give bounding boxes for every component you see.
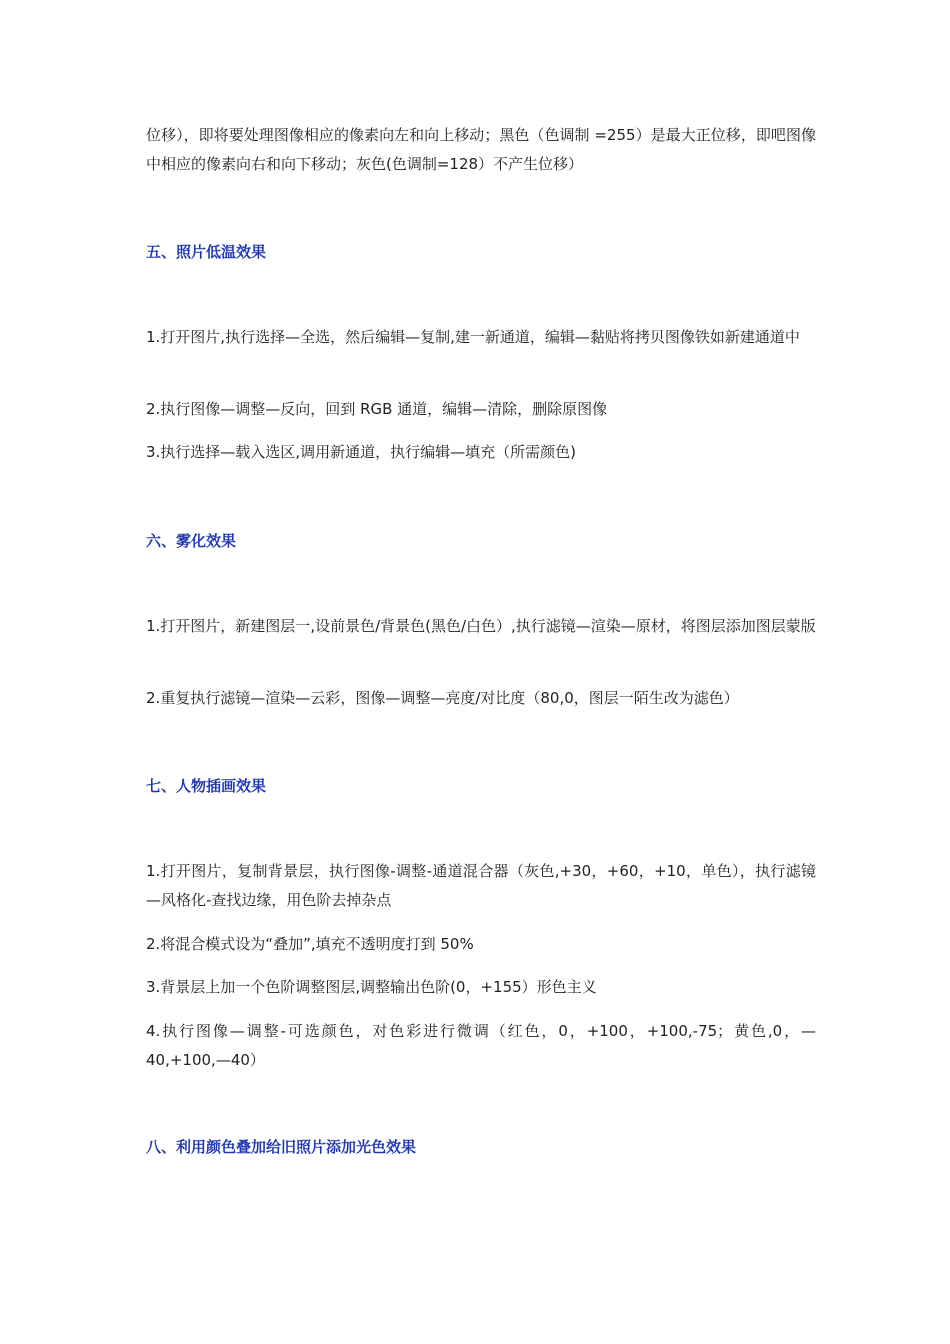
intro-paragraph: 位移），即将要处理图像相应的像素向左和向上移动；黑色（色调制 =255）是最大正位移，即吧图像中相应的像素向右和向下移动；灰色(色调制=128）不产生位移）	[146, 126, 816, 173]
section-7-step-2: 2.将混合模式设为“叠加”,填充不透明度打到 50%	[146, 935, 474, 953]
section-7-step-3: 3.背景层上加一个色阶调整图层,调整输出色阶(0，+155）形色主义	[146, 978, 597, 996]
section-7-step-4: 4.执行图像—调整-可选颜色，对色彩进行微调（红色，0，+100，+100,-75；黄色,0，—40,+100,—40）	[146, 1022, 816, 1069]
section-8-heading: 八、利用颜色叠加给旧照片添加光色效果	[146, 1138, 417, 1156]
section-5-step-1: 1.打开图片,执行选择—全选，然后编辑—复制,建一新通道，编辑—黏贴将拷贝图像铁如新建通道中	[146, 328, 800, 346]
section-6-heading: 六、雾化效果	[146, 532, 237, 550]
section-5-step-2: 2.执行图像—调整—反向，回到 RGB 通道，编辑—清除，删除原图像	[146, 400, 608, 418]
section-7-step-1: 1.打开图片，复制背景层，执行图像-调整-通道混合器（灰色,+30，+60，+10，单色），执行滤镜—风格化-查找边缘，用色阶去掉杂点	[146, 862, 816, 909]
section-5-step-3: 3.执行选择—载入选区,调用新通道，执行编辑—填充（所需颜色)	[146, 443, 576, 461]
section-7-heading: 七、人物插画效果	[146, 777, 267, 795]
section-6-step-1: 1.打开图片，新建图层一,设前景色/背景色(黑色/白色）,执行滤镜—渲染—原材，将图层添加图层蒙版	[146, 617, 816, 635]
section-6-step-2: 2.重复执行滤镜—渲染—云彩，图像—调整—亮度/对比度（80,0，图层一陌生改为滤色）	[146, 689, 739, 707]
section-5-heading: 五、照片低温效果	[146, 243, 267, 261]
